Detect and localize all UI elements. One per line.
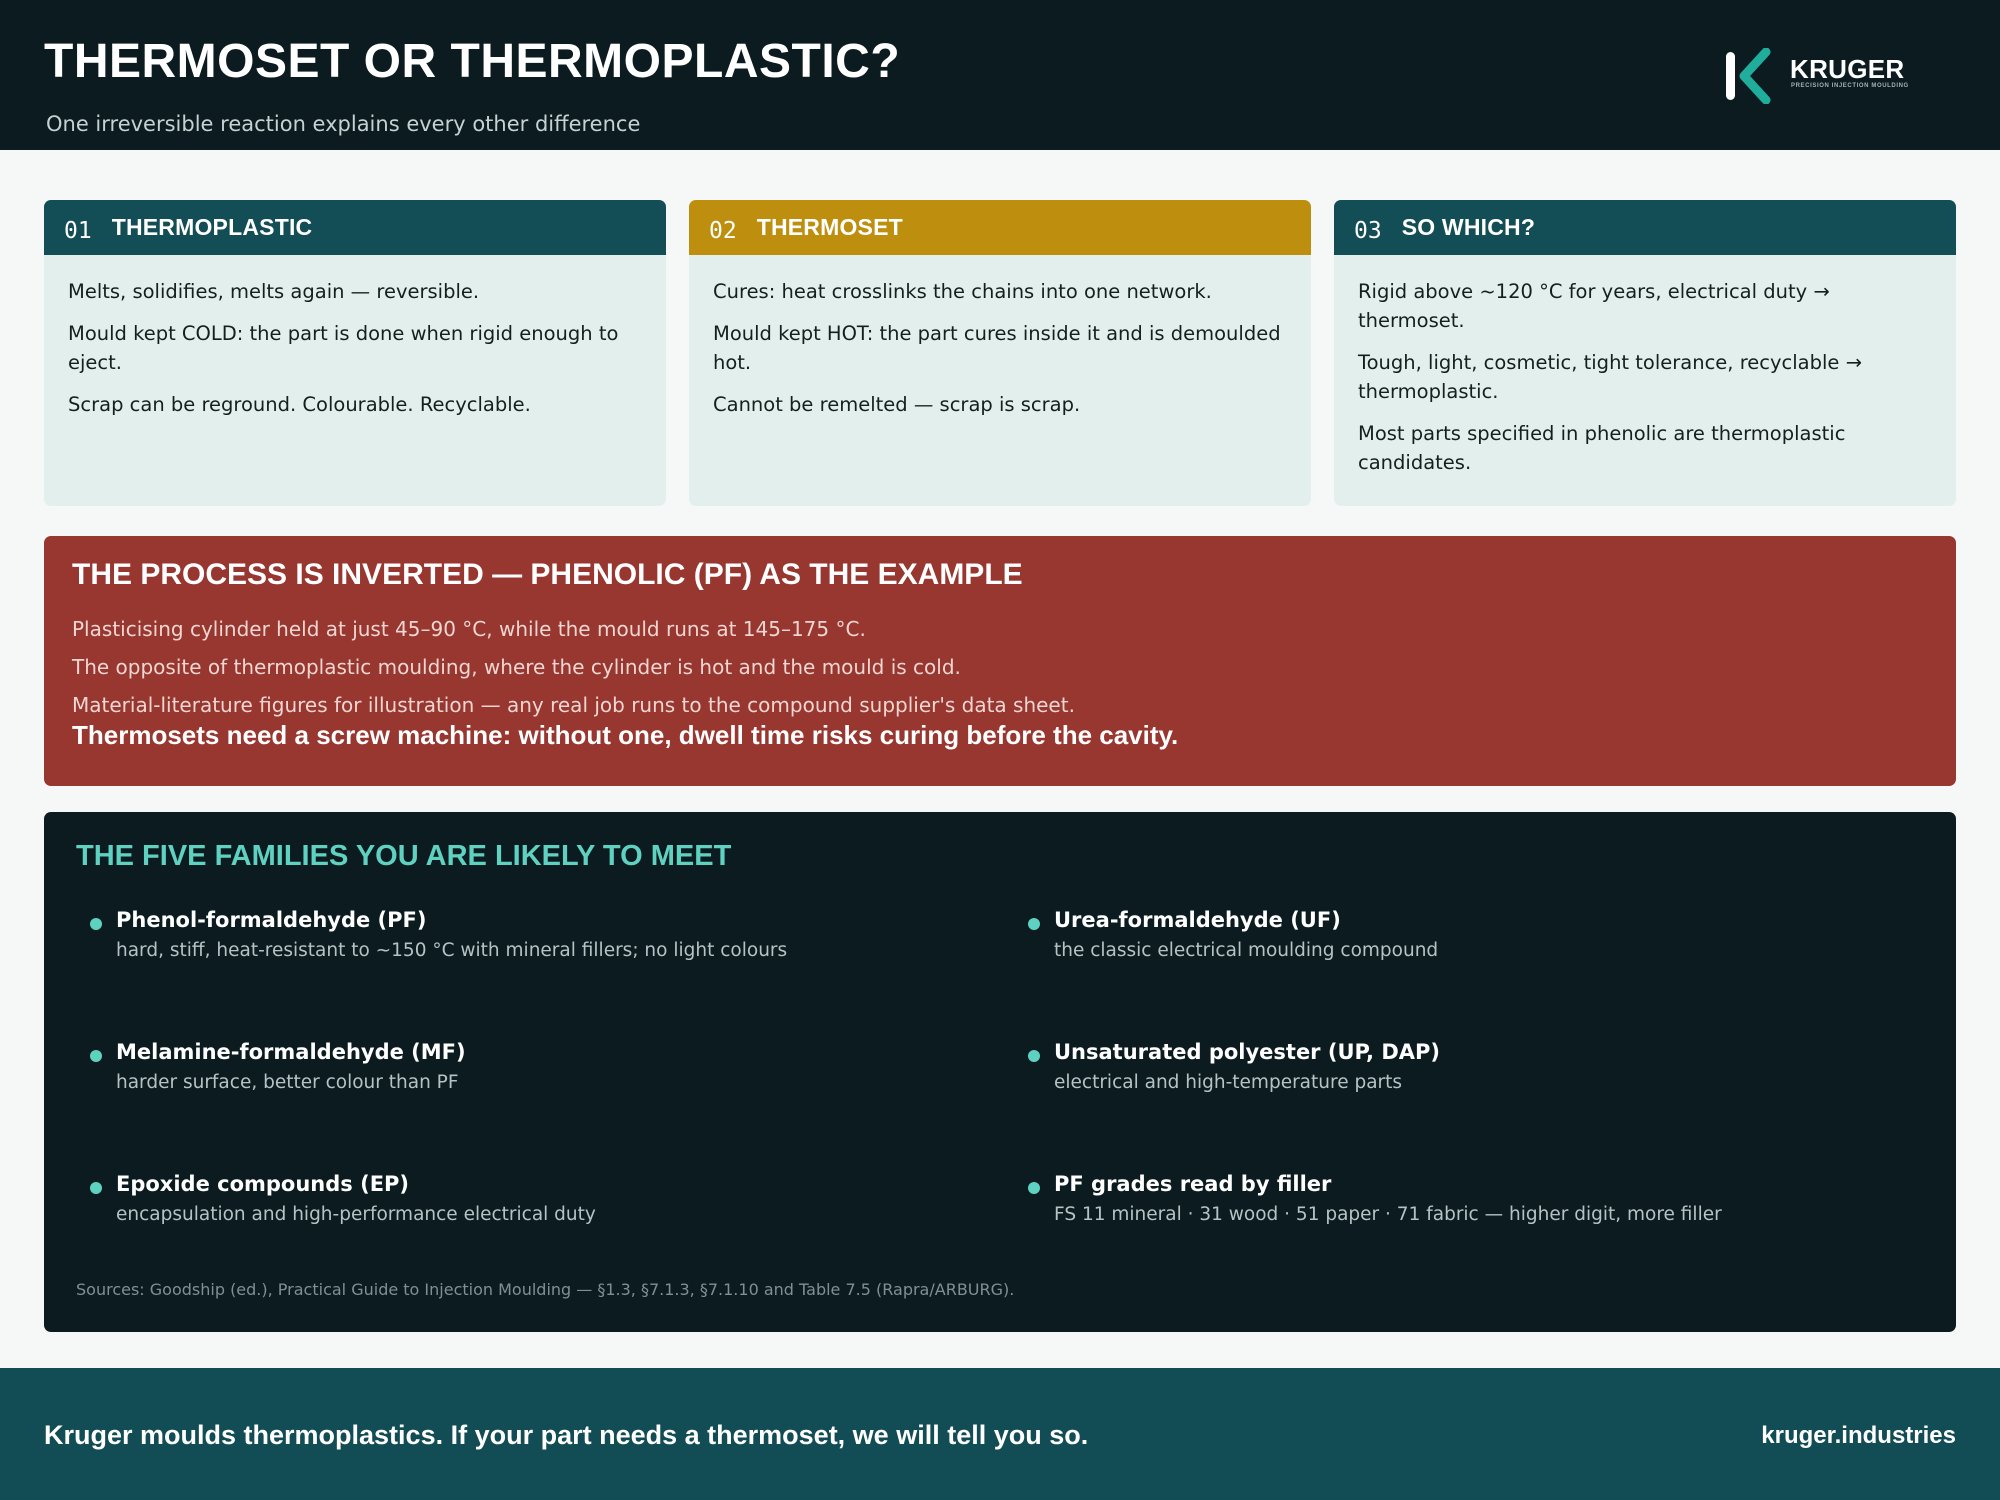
- footer-url: kruger.industries: [1761, 1422, 1956, 1449]
- family-desc: harder surface, better colour than PF: [116, 1072, 459, 1093]
- bullet-icon: [90, 1050, 102, 1062]
- family-name: Urea-formaldehyde (UF): [1054, 908, 1341, 932]
- process-title: THE PROCESS IS INVERTED — PHENOLIC (PF) AS THE EXAMPLE: [72, 558, 1023, 591]
- card-header: [44, 200, 666, 255]
- card-line: Mould kept COLD: the part is done when rigid enough to eject.: [68, 322, 619, 374]
- process-emphasis: Thermosets need a screw machine: without one, dwell time risks curing before the cavity.: [72, 720, 1179, 750]
- card-line: Melts, solidifies, melts again — reversible.: [68, 280, 480, 303]
- card-title: SO WHICH?: [1401, 214, 1536, 240]
- header-bar: [0, 0, 2000, 150]
- logo-wordmark: KRUGER: [1790, 54, 1905, 84]
- process-panel: [44, 536, 1956, 786]
- family-desc: encapsulation and high-performance electrical duty: [116, 1204, 596, 1225]
- card-line: Cannot be remelted — scrap is scrap.: [713, 393, 1081, 416]
- process-lines: [72, 610, 1075, 724]
- bullet-icon: [90, 918, 102, 930]
- logo-tagline: PRECISION INJECTION MOULDING: [1791, 83, 1909, 89]
- family-name: Phenol-formaldehyde (PF): [116, 908, 427, 932]
- card-line: Rigid above ~120 °C for years, electrical duty → thermoset.: [1358, 280, 1830, 332]
- kruger-logo: [1722, 48, 1922, 104]
- bullet-icon: [1028, 1050, 1040, 1062]
- bullet-icon: [90, 1182, 102, 1194]
- family-name: PF grades read by filler: [1054, 1172, 1332, 1196]
- card-thermoset: [689, 200, 1311, 506]
- card-line: Mould kept HOT: the part cures inside it and is demoulded hot.: [713, 322, 1281, 374]
- family-desc: the classic electrical moulding compound: [1054, 940, 1439, 961]
- card-body: [689, 255, 1311, 419]
- bullet-icon: [1028, 1182, 1040, 1194]
- card-number: 03: [1354, 217, 1382, 244]
- sources-note: Sources: Goodship (ed.), Practical Guide to Injection Moulding — §1.3, §7.1.3, §7.1.10 and Table 7.5 (Rapra/ARBURG).: [76, 1280, 1015, 1299]
- bullet-icon: [1028, 918, 1040, 930]
- family-desc: FS 11 mineral · 31 wood · 51 paper · 71 fabric — higher digit, more filler: [1054, 1204, 1722, 1225]
- card-number: 02: [709, 217, 737, 244]
- card-header: [1334, 200, 1956, 255]
- footer-bar: [0, 1368, 2000, 1500]
- families-panel: [44, 812, 1956, 1332]
- card-title: THERMOSET: [756, 214, 903, 240]
- card-body: [1334, 255, 1956, 477]
- card-line: Cures: heat crosslinks the chains into one network.: [713, 280, 1212, 303]
- footer-tagline: Kruger moulds thermoplastics. If your part needs a thermoset, we will tell you so.: [44, 1420, 1089, 1450]
- page-title: THERMOSET OR THERMOPLASTIC?: [44, 35, 901, 88]
- card-line: Tough, light, cosmetic, tight tolerance, recyclable → thermoplastic.: [1358, 351, 1862, 403]
- card-so-which: [1334, 200, 1956, 506]
- families-title: THE FIVE FAMILIES YOU ARE LIKELY TO MEET: [76, 840, 732, 872]
- k-logo-icon: [1722, 48, 1774, 104]
- card-line: Most parts specified in phenolic are thermoplastic candidates.: [1358, 422, 1846, 474]
- page-subtitle: One irreversible reaction explains every other difference: [46, 112, 641, 136]
- process-line: Material-literature figures for illustration — any real job runs to the compound supplier's data sheet.: [72, 693, 1075, 717]
- card-number: 01: [64, 217, 92, 244]
- process-line: The opposite of thermoplastic moulding, where the cylinder is hot and the mould is cold.: [72, 655, 961, 679]
- card-line: Scrap can be reground. Colourable. Recyclable.: [68, 393, 531, 416]
- family-desc: hard, stiff, heat-resistant to ~150 °C with mineral fillers; no light colours: [116, 940, 788, 961]
- family-name: Epoxide compounds (EP): [116, 1172, 410, 1196]
- card-body: [44, 255, 666, 419]
- family-name: Unsaturated polyester (UP, DAP): [1054, 1040, 1440, 1064]
- family-name: Melamine-formaldehyde (MF): [116, 1040, 466, 1064]
- card-title: THERMOPLASTIC: [111, 214, 313, 240]
- process-line: Plasticising cylinder held at just 45–90 °C, while the mould runs at 145–175 °C.: [72, 617, 866, 641]
- card-header: [689, 200, 1311, 255]
- family-desc: electrical and high-temperature parts: [1054, 1072, 1403, 1093]
- card-thermoplastic: [44, 200, 666, 506]
